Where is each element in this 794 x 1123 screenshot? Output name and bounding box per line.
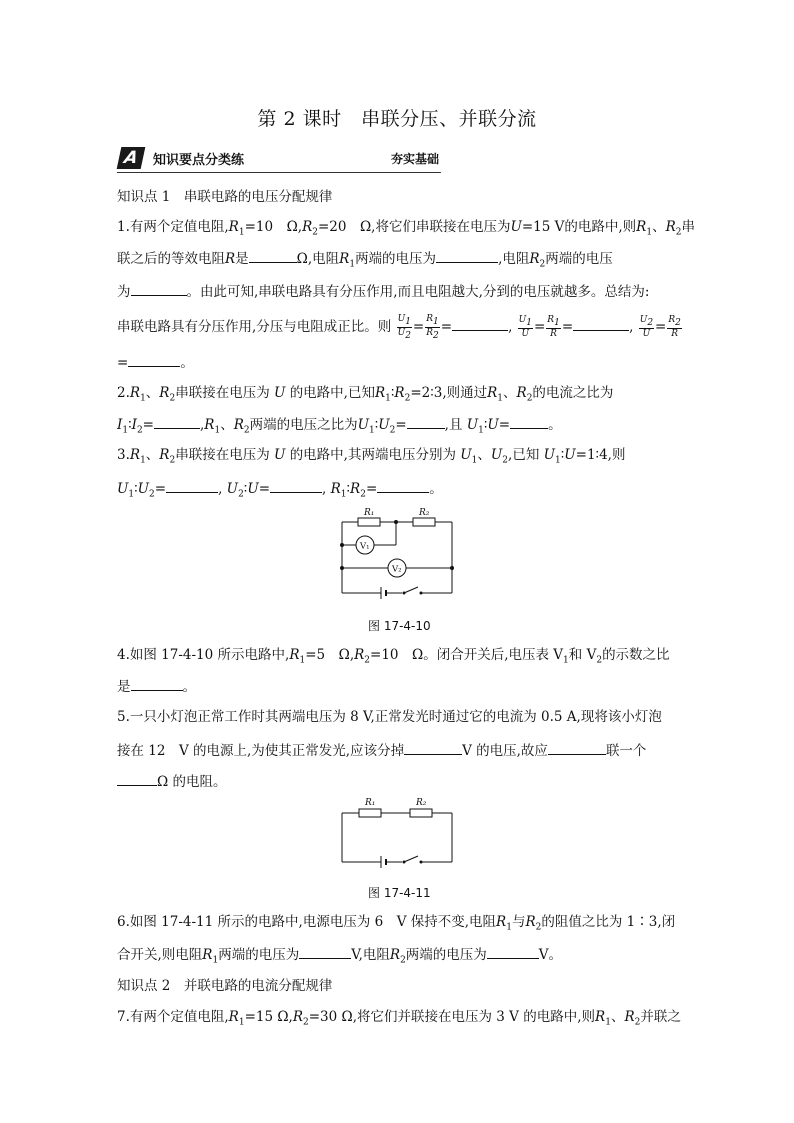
fraction-r2-r: $\frac{R_2}{R}$ <box>668 315 681 340</box>
question-6-line-1: 6.如图 17-4-11 所示的电路中,电源电压为 6 V 保持不变,电阻$R_1$与$R_2$的阻值之比为 1∶3,闭 <box>117 914 676 933</box>
question-1-line-4: 串联电路具有分压作用,分压与电阻成正比。则 $\frac{U_1}{U_2}$ = $\frac{R_1}{R_2}$ = , $\frac{U_1}{U}$ = $\frac{R_1}{R}$ = , $\frac{U_2}{U}$ = $\frac{R_2}{R}$ <box>117 314 681 341</box>
question-5-line-1: 5.一只小灯泡正常工作时其两端电压为 8 V,正常发光时通过它的电流为 0.5 A,现将该小灯泡 <box>117 709 662 725</box>
answer-blank[interactable] <box>117 771 157 786</box>
knowledge-point-1: 知识点 1 串联电路的电压分配规律 <box>117 189 333 205</box>
answer-blank[interactable] <box>131 281 187 296</box>
fraction-u1-u: $\frac{U_1}{U}$ <box>518 315 532 340</box>
resistor-r1 <box>358 518 380 526</box>
section-subtitle: 夯实基础 <box>390 152 439 166</box>
label-v1: V₁ <box>360 541 370 552</box>
answer-blank[interactable] <box>407 414 445 429</box>
fraction-r1-r2: $\frac{R_1}{R_2}$ <box>426 314 439 341</box>
answer-blank[interactable] <box>154 414 200 429</box>
label-v2: V₂ <box>392 564 402 575</box>
question-2-line-2: $I_1∶I_2= ,R_1$、$R_2$两端的电压之比为$U_1∶U_2=$ ,且 $U_1∶U=$ 。 <box>117 414 562 440</box>
question-2-line-1: $2.R_1$、$R_2$串联接在电压为 U 的电路中,已知$R_1∶R_2=2∶3$,则通过$R_1$、$R_2$的电流之比为 <box>117 385 614 404</box>
figure-caption-17-4-10: 图 17-4-10 <box>368 619 431 633</box>
question-1-line-3: 为 。由此可知,串联电路具有分压作用,而且电阻越大,分到的电压就越多。总结为: <box>117 281 649 301</box>
answer-blank[interactable] <box>573 316 629 331</box>
answer-blank[interactable] <box>299 944 351 959</box>
figure-caption-17-4-11: 图 17-4-11 <box>368 886 431 900</box>
question-1-line-1: 1.有两个定值电阻$,R_1=10$ $\Omega,R_2=20$ Ω,将它们串联接在电压为U=15 V的电路中,则$R_1$、$R_2$串 <box>117 219 695 238</box>
label-r1: R₁ <box>365 798 376 808</box>
section-title: 知识要点分类练 <box>153 153 245 168</box>
question-3-line-2: $U_1∶U_2=$ , $U_2∶U=$ , $R_1∶R_2=$ 。 <box>117 478 443 504</box>
resistor-r1 <box>359 809 381 817</box>
resistor-r2 <box>410 809 432 817</box>
question-1-line-5: = 。 <box>117 352 194 372</box>
answer-blank[interactable] <box>270 478 322 493</box>
answer-blank[interactable] <box>436 248 498 263</box>
label-r1: R₁ <box>364 508 375 518</box>
answer-blank[interactable] <box>404 740 462 755</box>
section-badge: A <box>117 147 146 169</box>
question-7-line-1: 7.有两个定值电阻$,R_1=15$ $\Omega,R_2=30$ Ω,将它们并联接在电压为 3 V 的电路中,则$R_1$、$R_2$并联之 <box>117 1009 681 1028</box>
section-header <box>117 146 441 173</box>
circuit-diagram-17-4-11 <box>330 792 462 872</box>
question-1-line-2: 联之后的等效电阻R是 Ω,电阻$R_1$两端的电压为 ,电阻$R_2$两端的电压 <box>117 248 613 274</box>
answer-blank[interactable] <box>487 944 539 959</box>
question-5-line-3: Ω 的电阻。 <box>117 771 226 791</box>
fraction-u1-u2: $\frac{U_1}{U_2}$ <box>397 314 411 341</box>
fraction-u2-u: $\frac{U_2}{U}$ <box>639 315 654 340</box>
circuit-diagram-17-4-10 <box>330 505 462 605</box>
answer-blank[interactable] <box>166 478 218 493</box>
knowledge-point-2: 知识点 2 并联电路的电流分配规律 <box>117 978 333 994</box>
question-6-line-2: 合开关,则电阻$R_1$两端的电压为 V,电阻$R_2$两端的电压为 V。 <box>117 944 562 970</box>
answer-blank[interactable] <box>131 676 183 691</box>
question-3-line-1: $3.R_1$、$R_2$串联接在电压为 U 的电路中,其两端电压分别为 $U_1$、$U_2$,已知 $U_1∶U=1∶4$,则 <box>117 447 626 466</box>
answer-blank[interactable] <box>510 414 548 429</box>
question-5-line-2: 接在 12 V 的电源上,为使其正常发光,应该分掉 V 的电压,故应 联一个 <box>117 740 646 760</box>
answer-blank[interactable] <box>452 316 508 331</box>
answer-blank[interactable] <box>249 248 297 263</box>
fraction-r1-r: $\frac{R_1}{R}$ <box>547 315 560 340</box>
label-r2: R₂ <box>419 508 430 518</box>
resistor-r2 <box>413 518 435 526</box>
question-4-line-2: 是 。 <box>117 676 196 696</box>
page-title: 第 2 课时 串联分压、并联分流 <box>257 108 537 130</box>
answer-blank[interactable] <box>377 478 429 493</box>
label-r2: R₂ <box>416 798 427 808</box>
answer-blank[interactable] <box>128 352 180 367</box>
answer-blank[interactable] <box>548 740 606 755</box>
question-4-line-1: 4.如图 17-4-10 所示电路中$,R_1=5$ $\Omega,R_2=10$ Ω。闭合开关后,电压表 $V_1$和 $V_2$的示数之比 <box>117 647 670 666</box>
